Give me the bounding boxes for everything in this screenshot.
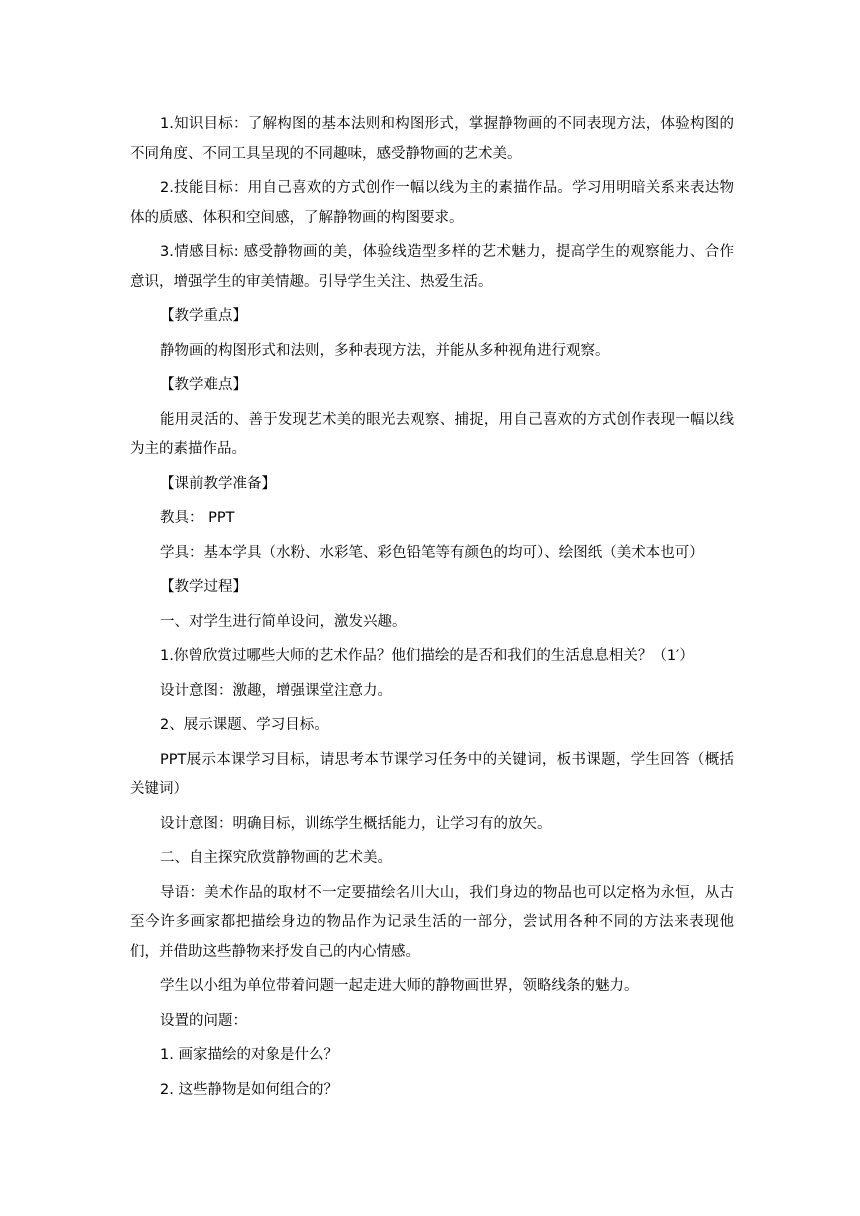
show-topic: 2、展示课题、学习目标。 bbox=[160, 717, 329, 733]
question-item-2: 2. 这些静物是如何组合的？ bbox=[160, 1081, 338, 1098]
question-item-1: 1. 画家描绘的对象是什么？ bbox=[160, 1047, 338, 1063]
ppt-objectives: PPT展示本课学习目标，请思考本节课学习任务中的关键词，板书课题，学生回答（概括关键词） bbox=[130, 751, 734, 797]
difficulties-text: 能用灵活的、善于发现艺术美的眼光去观察、捕捉，用自己喜欢的方式创作表现一幅以线为主的素描作品。 bbox=[130, 411, 734, 457]
group-activity: 学生以小组为单位带着问题一起走进大师的静物画世界，领略线条的魅力。 bbox=[160, 978, 639, 994]
heading-key-points: 【教学重点】 bbox=[160, 308, 247, 324]
design-intent-2: 设计意图：明确目标，训练学生概括能力，让学习有的放矢。 bbox=[160, 815, 552, 832]
heading-difficulties: 【教学难点】 bbox=[160, 377, 247, 393]
process-step-2: 二、自主探究欣赏静物画的艺术美。 bbox=[160, 850, 392, 866]
process-step-1: 一、对学生进行简单设问，激发兴趣。 bbox=[160, 613, 407, 630]
key-points-text: 静物画的构图形式和法则，多种表现方法，并能从多种视角进行观察。 bbox=[160, 342, 610, 359]
objective-emotion: 3.情感目标: 感受静物画的美，体验线造型多样的艺术魅力，提高学生的观察能力、合作意识，增强学生的审美情趣。引导学生关注、热爱生活。 bbox=[130, 244, 734, 290]
objective-skill: 2.技能目标：用自己喜欢的方式创作一幅以线为主的素描作品。学习用明暗关系来表达物体的质感、体积和空间感，了解静物画的构图要求。 bbox=[130, 180, 734, 226]
teaching-aids: 教具： PPT bbox=[160, 510, 235, 526]
introduction-text: 导语：美术作品的取材不一定要描绘名川大山，我们身边的物品也可以定格为永恒，从古至今许多画家都把描绘身边的物品作为记录生活的一部分，尝试用各种不同的方法来表现他们，并借助这些静物来抒发自己的内心情感。 bbox=[130, 884, 734, 960]
heading-preparation: 【课前教学准备】 bbox=[160, 475, 276, 492]
objective-knowledge: 1.知识目标：了解构图的基本法则和构图形式，掌握静物画的不同表现方法，体验构图的不同角度、不同工具呈现的不同趣味，感受静物画的艺术美。 bbox=[130, 116, 734, 162]
design-intent-1: 设计意图：激趣，增强课堂注意力。 bbox=[160, 682, 392, 699]
student-materials: 学具：基本学具（水粉、水彩笔、彩色铅笔等有颜色的均可）、绘图纸（美术本也可） bbox=[160, 544, 704, 561]
questions-heading: 设置的问题： bbox=[160, 1012, 247, 1029]
heading-process: 【教学过程】 bbox=[160, 579, 247, 595]
document-body bbox=[130, 110, 734, 1110]
question-1: 1.你曾欣赏过哪些大师的艺术作品？他们描绘的是否和我们的生活息息相关？（1′） bbox=[160, 648, 694, 664]
